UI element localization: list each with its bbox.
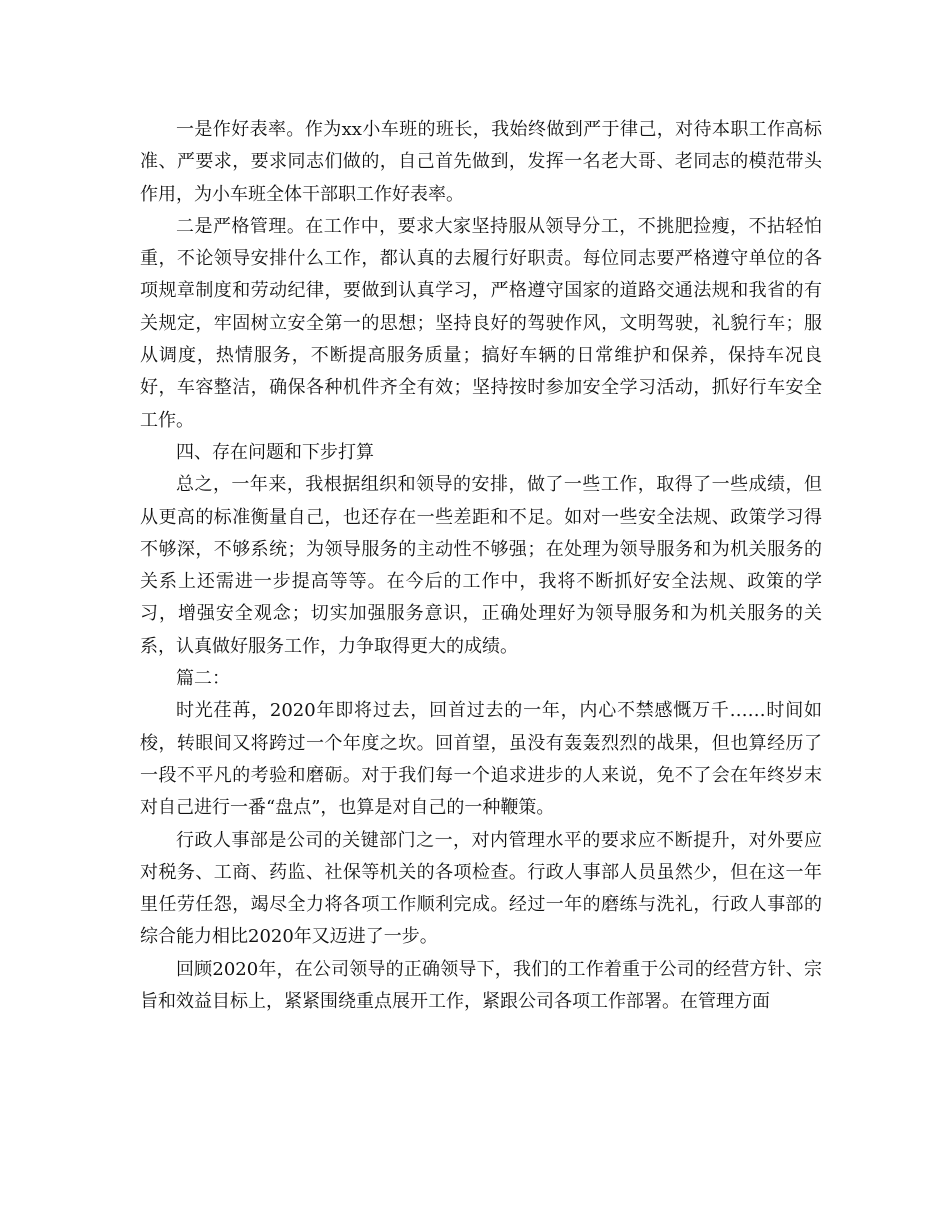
document-body bbox=[140, 114, 822, 1018]
paragraph-review-2020: 回顾2020年，在公司领导的正确领导下，我们的工作着重于公司的经营方针、宗旨和效益目标上，紧紧围绕重点展开工作，紧跟公司各项工作部署。在管理方面 bbox=[140, 958, 822, 1013]
paragraph-strict-management: 二是严格管理。在工作中，要求大家坚持服从领导分工，不挑肥捡瘦，不拈轻怕重，不论领导安排什么工作，都认真的去履行好职责。每位同志要严格遵守单位的各项规章制度和劳动纪律，要做到认真学习，严格遵守国家的道路交通法规和我省的有关规定，牢固树立安全第一的思想；坚持良好的驾驶作风，文明驾驶，礼貌行车；服从调度，热情服务，不断提高服务质量；搞好车辆的日常维护和保养，保持车况良好，车容整洁，确保各种机件齐全有效；坚持按时参加安全学习活动，抓好行车安全工作。 bbox=[140, 215, 822, 431]
section-heading-problems-plans: 四、存在问题和下步打算 bbox=[176, 441, 374, 463]
section-heading-part-two: 篇二： bbox=[176, 668, 230, 690]
paragraph-admin-hr-department: 行政人事部是公司的关键部门之一，对内管理水平的要求应不断提升，对外要应对税务、工商、药监、社保等机关的各项检查。行政人事部人员虽然少，但在这一年里任劳任怨，竭尽全力将各项工作顺利完成。经过一年的磨练与洗礼，行政人事部的综合能力相比2020年又迈进了一步。 bbox=[140, 829, 822, 948]
paragraph-lead-by-example: 一是作好表率。作为xx小车班的班长，我始终做到严于律己，对待本职工作高标准、严要求，要求同志们做的，自己首先做到，发挥一名老大哥、老同志的模范带头作用，为小车班全体干部职工作好表率。 bbox=[140, 119, 822, 205]
paragraph-time-flies: 时光荏苒，2020年即将过去，回首过去的一年，内心不禁感慨万千……时间如梭，转眼间又将跨过一个年度之坎。回首望，虽没有轰轰烈烈的战果，但也算经历了一段不平凡的考验和磨砺。对于我们每一个追求进步的人来说，免不了会在年终岁末对自己进行一番“盘点”，也算是对自己的一种鞭策。 bbox=[140, 700, 822, 819]
paragraph-summary: 总之，一年来，我根据组织和领导的安排，做了一些工作，取得了一些成绩，但从更高的标准衡量自己，也还存在一些差距和不足。如对一些安全法规、政策学习得不够深，不够系统；为领导服务的主动性不够强；在处理为领导服务和为机关服务的关系上还需进一步提高等等。在今后的工作中，我将不断抓好安全法规、政策的学习，增强安全观念；切实加强服务意识，正确处理好为领导服务和为机关服务的关系，认真做好服务工作，力争取得更大的成绩。 bbox=[140, 474, 822, 657]
